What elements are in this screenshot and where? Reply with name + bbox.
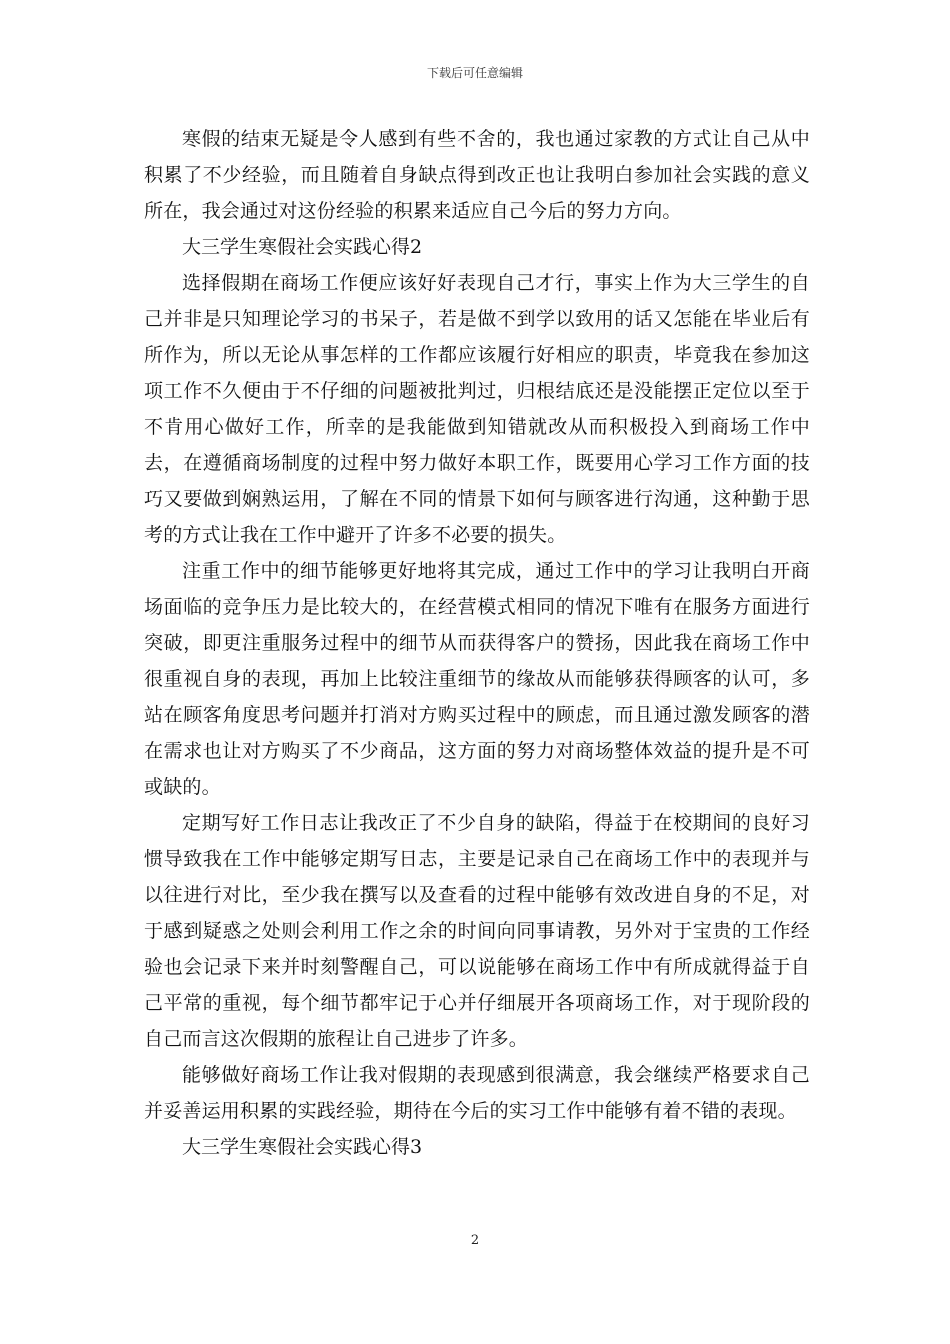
section-heading: 大三学生寒假社会实践心得2	[182, 236, 423, 258]
page-header: 下载后可任意编辑	[426, 66, 523, 80]
body-text	[144, 121, 810, 1165]
paragraph: 寒假的结束无疑是令人感到有些不舍的，我也通过家教的方式让自己从中积累了不少经验，而且随着自身缺点得到改正也让我明白参加社会实践的意义所在，我会通过对这份经验的积累来适应自己今后的努力方向。	[144, 128, 810, 222]
paragraph: 能够做好商场工作让我对假期的表现感到很满意，我会继续严格要求自己并妥善运用积累的实践经验，期待在今后的实习工作中能够有着不错的表现。	[144, 1064, 810, 1122]
paragraph: 定期写好工作日志让我改正了不少自身的缺陷，得益于在校期间的良好习惯导致我在工作中能够定期写日志，主要是记录自己在商场工作中的表现并与以往进行对比，至少我在撰写以及查看的过程中能够有效改进自身的不足，对于感到疑惑之处则会利用工作之余的时间向同事请教，另外对于宝贵的工作经验也会记录下来并时刻警醒自己，可以说能够在商场工作中有所成就得益于自己平常的重视，每个细节都牢记于心并仔细展开各项商场工作，对于现阶段的自己而言这次假期的旅程让自己进步了许多。	[144, 812, 810, 1050]
page-number: 2	[470, 1233, 480, 1248]
paragraph: 注重工作中的细节能够更好地将其完成，通过工作中的学习让我明白开商场面临的竞争压力是比较大的，在经营模式相同的情况下唯有在服务方面进行突破，即更注重服务过程中的细节从而获得客户的赞扬，因此我在商场工作中很重视自身的表现，再加上比较注重细节的缘故从而能够获得顾客的认可，多站在顾客角度思考问题并打消对方购买过程中的顾虑，而且通过激发顾客的潜在需求也让对方购买了不少商品，这方面的努力对商场整体效益的提升是不可或缺的。	[144, 560, 810, 798]
section-heading: 大三学生寒假社会实践心得3	[182, 1136, 423, 1158]
paragraph: 选择假期在商场工作便应该好好表现自己才行，事实上作为大三学生的自己并非是只知理论学习的书呆子，若是做不到学以致用的话又怎能在毕业后有所作为，所以无论从事怎样的工作都应该履行好相应的职责，毕竟我在参加这项工作不久便由于不仔细的问题被批判过，归根结底还是没能摆正定位以至于不肯用心做好工作，所幸的是我能做到知错就改从而积极投入到商场工作中去，在遵循商场制度的过程中努力做好本职工作，既要用心学习工作方面的技巧又要做到娴熟运用，了解在不同的情景下如何与顾客进行沟通，这种勤于思考的方式让我在工作中避开了许多不必要的损失。	[144, 272, 810, 546]
